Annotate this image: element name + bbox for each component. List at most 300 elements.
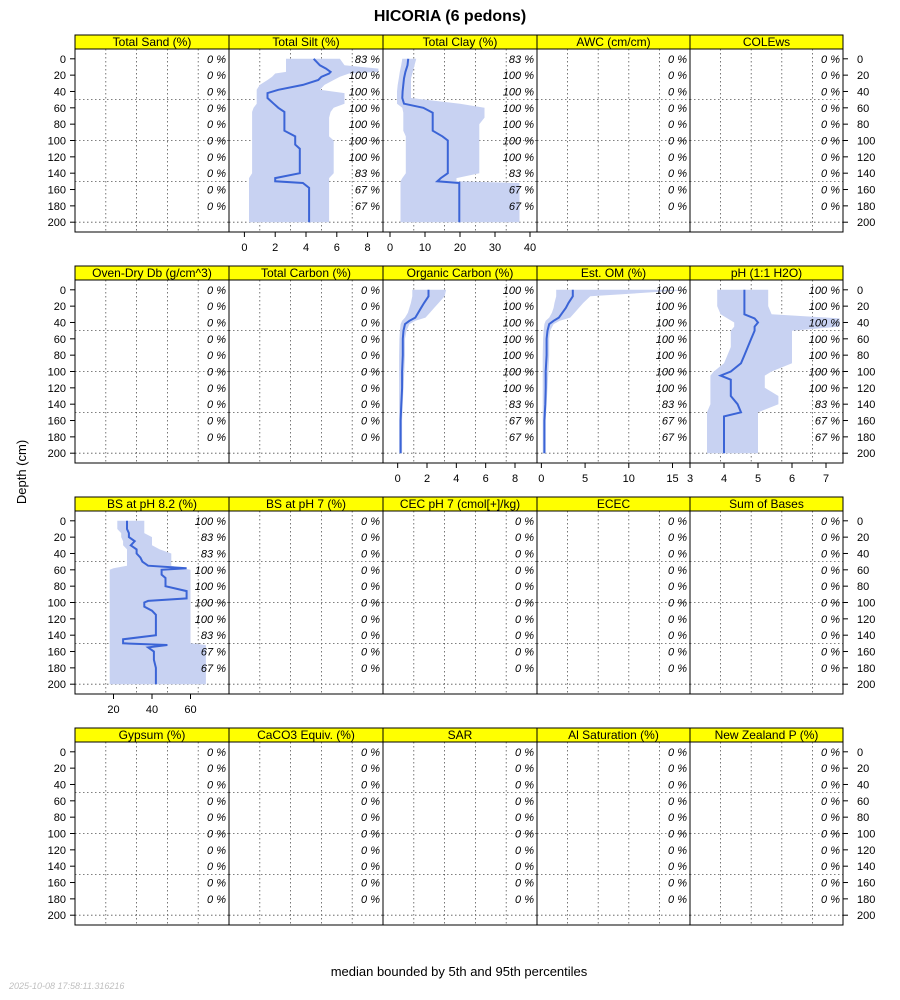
x-tick-label: 8: [511, 473, 519, 485]
y-tick-label-right: 140: [857, 630, 876, 643]
data-coverage-label: 100 %: [194, 597, 226, 610]
y-tick-label-right: 200: [857, 679, 876, 692]
data-coverage-label: 100 %: [502, 119, 534, 132]
data-coverage-label: 0 %: [668, 119, 687, 132]
data-coverage-label: 0 %: [821, 630, 840, 643]
y-tick-label-left: 180: [47, 200, 66, 213]
percentile-band: [397, 59, 520, 222]
y-tick-label-left: 160: [47, 415, 66, 428]
y-tick-label-right: 140: [857, 399, 876, 412]
y-tick-label-left: 60: [53, 333, 66, 346]
y-tick-label-right: 200: [857, 217, 876, 230]
data-coverage-label: 0 %: [361, 662, 380, 675]
x-tick-label: 40: [145, 704, 159, 716]
panel-title: Al Saturation (%): [568, 728, 659, 742]
data-coverage-label: 0 %: [821, 893, 840, 906]
y-tick-label-right: 180: [857, 662, 876, 675]
data-coverage-label: 0 %: [361, 399, 380, 412]
panel-1-4: [537, 35, 690, 232]
data-coverage-label: 100 %: [348, 86, 380, 99]
data-coverage-label: 100 %: [655, 301, 687, 314]
panel-3-2: [229, 497, 383, 694]
data-coverage-label: 0 %: [207, 184, 226, 197]
data-coverage-label: 0 %: [821, 184, 840, 197]
panel-grid: [48, 35, 876, 925]
y-tick-label-right: 40: [857, 548, 870, 561]
data-coverage-label: 100 %: [502, 382, 534, 395]
panel-4-5: [690, 728, 843, 925]
data-coverage-label: 0 %: [821, 168, 840, 181]
y-tick-label-right: 20: [857, 532, 870, 545]
data-coverage-label: 0 %: [515, 581, 534, 594]
data-coverage-label: 0 %: [361, 284, 380, 297]
x-tick-label: 10: [622, 473, 635, 485]
y-tick-label-right: 120: [857, 151, 876, 164]
y-tick-label-left: 180: [47, 662, 66, 675]
data-coverage-label: 0 %: [515, 597, 534, 610]
panel-title: Total Clay (%): [422, 35, 498, 49]
x-tick-label: 4: [453, 473, 460, 485]
panel-3-5: [690, 497, 843, 694]
y-tick-label-right: 0: [857, 746, 864, 759]
data-coverage-label: 0 %: [515, 779, 534, 792]
data-coverage-label: 0 %: [207, 893, 226, 906]
data-coverage-label: 67 %: [508, 184, 534, 197]
data-coverage-label: 0 %: [821, 53, 840, 66]
data-coverage-label: 0 %: [821, 828, 840, 841]
data-coverage-label: 0 %: [361, 581, 380, 594]
panel-2-2: [229, 266, 383, 463]
y-tick-label-right: 100: [857, 597, 876, 610]
data-coverage-label: 0 %: [207, 102, 226, 115]
data-coverage-label: 0 %: [515, 893, 534, 906]
data-coverage-label: 0 %: [515, 812, 534, 825]
data-coverage-label: 0 %: [207, 333, 226, 346]
data-coverage-label: 0 %: [207, 284, 226, 297]
data-coverage-label: 100 %: [348, 119, 380, 132]
x-tick-label: 6: [333, 242, 340, 254]
data-coverage-label: 100 %: [502, 301, 534, 314]
y-tick-label-left: 140: [47, 168, 66, 181]
data-coverage-label: 0 %: [207, 301, 226, 314]
data-coverage-label: 0 %: [668, 515, 687, 528]
x-tick-label: 8: [364, 242, 371, 254]
data-coverage-label: 67 %: [354, 200, 380, 213]
data-coverage-label: 83 %: [354, 168, 380, 181]
panel-2-5: [690, 266, 843, 463]
y-tick-label-left: 200: [47, 217, 66, 230]
y-tick-label-left: 20: [53, 532, 66, 545]
data-coverage-label: 0 %: [361, 317, 380, 330]
panel-title: Sum of Bases: [729, 497, 804, 511]
data-coverage-label: 0 %: [668, 70, 687, 83]
panel-row-2: [48, 266, 876, 485]
data-coverage-label: 100 %: [502, 102, 534, 115]
data-coverage-label: 0 %: [668, 102, 687, 115]
data-coverage-label: 0 %: [821, 532, 840, 545]
data-coverage-label: 100 %: [194, 581, 226, 594]
data-coverage-label: 100 %: [348, 70, 380, 83]
y-tick-label-right: 180: [857, 431, 876, 444]
data-coverage-label: 0 %: [821, 795, 840, 808]
data-coverage-label: 0 %: [207, 812, 226, 825]
panel-2-3: [383, 266, 537, 463]
data-coverage-label: 0 %: [361, 646, 380, 659]
data-coverage-label: 0 %: [821, 877, 840, 890]
data-coverage-label: 0 %: [207, 399, 226, 412]
data-coverage-label: 0 %: [207, 86, 226, 99]
data-coverage-label: 0 %: [821, 646, 840, 659]
data-coverage-label: 0 %: [821, 135, 840, 148]
data-coverage-label: 0 %: [515, 877, 534, 890]
y-tick-label-left: 80: [53, 350, 66, 363]
data-coverage-label: 0 %: [361, 515, 380, 528]
data-coverage-label: 0 %: [515, 746, 534, 759]
data-coverage-label: 0 %: [668, 662, 687, 675]
data-coverage-label: 0 %: [361, 597, 380, 610]
data-coverage-label: 100 %: [808, 333, 840, 346]
data-coverage-label: 0 %: [668, 630, 687, 643]
data-coverage-label: 0 %: [515, 861, 534, 874]
data-coverage-label: 0 %: [668, 763, 687, 776]
y-tick-label-left: 100: [47, 597, 66, 610]
y-tick-label-left: 80: [53, 119, 66, 132]
x-tick-label: 3: [686, 473, 694, 485]
data-coverage-label: 100 %: [808, 317, 840, 330]
data-coverage-label: 0 %: [207, 151, 226, 164]
x-tick-label: 10: [418, 242, 432, 254]
y-tick-label-left: 100: [47, 828, 66, 841]
data-coverage-label: 0 %: [207, 746, 226, 759]
panel-title: AWC (cm/cm): [576, 35, 651, 49]
y-tick-label-left: 180: [47, 431, 66, 444]
data-coverage-label: 0 %: [361, 548, 380, 561]
panel-title: Organic Carbon (%): [406, 266, 514, 280]
data-coverage-label: 67 %: [661, 431, 687, 444]
y-tick-label-right: 40: [857, 317, 870, 330]
data-coverage-label: 0 %: [515, 515, 534, 528]
y-tick-label-left: 120: [47, 382, 66, 395]
y-tick-label-right: 100: [857, 135, 876, 148]
data-coverage-label: 0 %: [821, 86, 840, 99]
y-tick-label-right: 80: [857, 812, 870, 825]
x-tick-label: 0: [394, 473, 401, 485]
data-coverage-label: 0 %: [821, 151, 840, 164]
data-coverage-label: 0 %: [668, 548, 687, 561]
panel-2-1: [75, 266, 229, 463]
x-tick-label: 20: [453, 242, 467, 254]
data-coverage-label: 0 %: [668, 828, 687, 841]
x-tick-label: 40: [523, 242, 537, 254]
y-tick-label-right: 200: [857, 910, 876, 923]
data-coverage-label: 0 %: [361, 382, 380, 395]
panel-4-3: [383, 728, 537, 925]
y-tick-label-left: 140: [47, 630, 66, 643]
panel-1-1: [75, 35, 229, 232]
panel-row-3: [48, 497, 876, 716]
data-coverage-label: 100 %: [808, 301, 840, 314]
data-coverage-label: 0 %: [361, 613, 380, 626]
data-coverage-label: 0 %: [361, 301, 380, 314]
y-tick-label-left: 40: [53, 779, 66, 792]
data-coverage-label: 0 %: [361, 812, 380, 825]
figure-caption: median bounded by 5th and 95th percentiles: [330, 964, 588, 979]
data-coverage-label: 0 %: [821, 613, 840, 626]
data-coverage-label: 0 %: [207, 763, 226, 776]
timestamp: 2025-10-08 17:58:11.316216: [9, 981, 125, 991]
data-coverage-label: 0 %: [515, 795, 534, 808]
data-coverage-label: 100 %: [655, 317, 687, 330]
data-coverage-label: 0 %: [361, 431, 380, 444]
data-coverage-label: 0 %: [821, 763, 840, 776]
y-tick-label-left: 0: [59, 515, 66, 528]
data-coverage-label: 67 %: [508, 431, 534, 444]
data-coverage-label: 100 %: [348, 135, 380, 148]
data-coverage-label: 83 %: [661, 399, 687, 412]
panel-title: Oven-Dry Db (g/cm^3): [92, 266, 212, 280]
panel-4-1: [75, 728, 229, 925]
y-tick-label-left: 60: [53, 102, 66, 115]
panel-title: CaCO3 Equiv. (%): [257, 728, 355, 742]
panel-title: Gypsum (%): [118, 728, 186, 742]
y-tick-label-right: 120: [857, 613, 876, 626]
data-coverage-label: 0 %: [207, 70, 226, 83]
data-coverage-label: 0 %: [361, 350, 380, 363]
data-coverage-label: 0 %: [361, 795, 380, 808]
data-coverage-label: 100 %: [502, 333, 534, 346]
data-coverage-label: 0 %: [207, 415, 226, 428]
y-axis-label: Depth (cm): [14, 439, 29, 505]
data-coverage-label: 0 %: [821, 844, 840, 857]
data-coverage-label: 0 %: [821, 597, 840, 610]
y-tick-label-right: 40: [857, 779, 870, 792]
data-coverage-label: 83 %: [354, 53, 380, 66]
y-tick-label-left: 120: [47, 151, 66, 164]
data-coverage-label: 67 %: [508, 415, 534, 428]
data-coverage-label: 0 %: [515, 630, 534, 643]
data-coverage-label: 100 %: [502, 151, 534, 164]
y-tick-label-left: 60: [53, 564, 66, 577]
data-coverage-label: 67 %: [814, 431, 840, 444]
data-coverage-label: 0 %: [668, 135, 687, 148]
data-coverage-label: 100 %: [194, 515, 226, 528]
data-coverage-label: 67 %: [200, 646, 226, 659]
data-coverage-label: 0 %: [821, 70, 840, 83]
panel-4-4: [537, 728, 690, 925]
x-tick-label: 6: [788, 473, 796, 485]
data-coverage-label: 0 %: [361, 861, 380, 874]
y-tick-label-left: 80: [53, 812, 66, 825]
panel-3-3: [383, 497, 537, 694]
panel-3-1: [75, 497, 229, 694]
data-coverage-label: 100 %: [502, 366, 534, 379]
y-tick-label-left: 20: [53, 301, 66, 314]
y-tick-label-right: 100: [857, 828, 876, 841]
data-coverage-label: 0 %: [668, 779, 687, 792]
data-coverage-label: 0 %: [821, 102, 840, 115]
x-tick-label: 60: [184, 704, 197, 716]
x-tick-label: 4: [720, 473, 728, 485]
data-coverage-label: 0 %: [361, 630, 380, 643]
y-tick-label-left: 200: [47, 679, 66, 692]
data-coverage-label: 0 %: [515, 828, 534, 841]
data-coverage-label: 0 %: [668, 597, 687, 610]
panel-row-4: [48, 728, 876, 925]
y-tick-label-left: 160: [47, 646, 66, 659]
data-coverage-label: 0 %: [361, 828, 380, 841]
data-coverage-label: 0 %: [668, 893, 687, 906]
x-tick-label: 2: [272, 242, 279, 254]
y-tick-label-right: 160: [857, 646, 876, 659]
data-coverage-label: 0 %: [207, 877, 226, 890]
data-coverage-label: 0 %: [207, 366, 226, 379]
data-coverage-label: 0 %: [821, 746, 840, 759]
y-tick-label-right: 0: [857, 515, 864, 528]
data-coverage-label: 0 %: [361, 415, 380, 428]
y-tick-label-right: 180: [857, 893, 876, 906]
panel-3-4: [537, 497, 690, 694]
data-coverage-label: 0 %: [361, 877, 380, 890]
data-coverage-label: 67 %: [508, 200, 534, 213]
x-tick-label: 4: [302, 242, 310, 254]
panel-row-1: [48, 35, 876, 254]
figure-title: HICORIA (6 pedons): [373, 8, 527, 25]
y-tick-label-right: 80: [857, 119, 870, 132]
y-tick-label-right: 140: [857, 168, 876, 181]
y-tick-label-right: 120: [857, 844, 876, 857]
x-tick-label: 20: [107, 704, 120, 716]
data-coverage-label: 0 %: [668, 877, 687, 890]
panel-1-2: [229, 35, 383, 232]
data-coverage-label: 0 %: [668, 613, 687, 626]
data-coverage-label: 0 %: [207, 350, 226, 363]
data-coverage-label: 0 %: [207, 795, 226, 808]
panel-title: New Zealand P (%): [714, 728, 819, 742]
y-tick-label-right: 20: [857, 301, 870, 314]
data-coverage-label: 100 %: [194, 564, 226, 577]
panel-title: COLEws: [742, 35, 791, 49]
y-tick-label-left: 20: [53, 763, 66, 776]
y-tick-label-left: 200: [47, 448, 66, 461]
x-tick-label: 7: [822, 473, 830, 485]
y-tick-label-right: 60: [857, 564, 870, 577]
y-tick-label-right: 20: [857, 763, 870, 776]
panel-title: BS at pH 8.2 (%): [106, 497, 198, 511]
data-coverage-label: 0 %: [668, 581, 687, 594]
x-tick-label: 5: [582, 473, 589, 485]
data-coverage-label: 0 %: [821, 200, 840, 213]
data-coverage-label: 83 %: [200, 532, 226, 545]
data-coverage-label: 0 %: [668, 151, 687, 164]
panel-title: pH (1:1 H2O): [730, 266, 803, 280]
panel-title: Total Silt (%): [272, 35, 340, 49]
data-coverage-label: 0 %: [515, 763, 534, 776]
data-coverage-label: 0 %: [821, 548, 840, 561]
data-coverage-label: 100 %: [502, 70, 534, 83]
y-tick-label-right: 20: [857, 70, 870, 83]
panel-4-2: [229, 728, 383, 925]
data-coverage-label: 100 %: [655, 366, 687, 379]
y-tick-label-right: 160: [857, 184, 876, 197]
panel-title: SAR: [447, 728, 473, 742]
y-tick-label-right: 160: [857, 415, 876, 428]
data-coverage-label: 83 %: [200, 630, 226, 643]
data-coverage-label: 0 %: [515, 646, 534, 659]
y-tick-label-left: 0: [59, 53, 66, 66]
data-coverage-label: 0 %: [515, 844, 534, 857]
data-coverage-label: 100 %: [502, 317, 534, 330]
data-coverage-label: 67 %: [661, 415, 687, 428]
y-tick-label-left: 140: [47, 399, 66, 412]
y-tick-label-left: 120: [47, 844, 66, 857]
x-tick-label: 0: [538, 473, 545, 485]
data-coverage-label: 0 %: [515, 532, 534, 545]
data-coverage-label: 0 %: [207, 317, 226, 330]
data-coverage-label: 100 %: [348, 151, 380, 164]
y-tick-label-right: 180: [857, 200, 876, 213]
data-coverage-label: 83 %: [508, 53, 534, 66]
panel-2-4: [537, 266, 690, 463]
y-tick-label-right: 140: [857, 861, 876, 874]
panel-title: CEC pH 7 (cmol[+]/kg): [399, 497, 521, 511]
panel-title: Total Sand (%): [112, 35, 192, 49]
y-tick-label-left: 160: [47, 877, 66, 890]
data-coverage-label: 0 %: [821, 119, 840, 132]
y-tick-label-left: 40: [53, 86, 66, 99]
y-tick-label-left: 160: [47, 184, 66, 197]
panel-1-3: [383, 35, 537, 232]
y-tick-label-left: 100: [47, 135, 66, 148]
data-coverage-label: 100 %: [502, 86, 534, 99]
data-coverage-label: 0 %: [207, 168, 226, 181]
data-coverage-label: 0 %: [668, 844, 687, 857]
panel-title: Total Carbon (%): [260, 266, 352, 280]
data-coverage-label: 0 %: [821, 861, 840, 874]
panel-title: ECEC: [596, 497, 631, 511]
data-coverage-label: 67 %: [200, 662, 226, 675]
data-coverage-label: 100 %: [502, 350, 534, 363]
data-coverage-label: 0 %: [361, 779, 380, 792]
y-tick-label-left: 60: [53, 795, 66, 808]
data-coverage-label: 0 %: [821, 564, 840, 577]
x-tick-label: 0: [241, 242, 248, 254]
x-tick-label: 15: [666, 473, 679, 485]
data-coverage-label: 0 %: [668, 184, 687, 197]
data-coverage-label: 0 %: [207, 844, 226, 857]
data-coverage-label: 0 %: [207, 828, 226, 841]
x-tick-label: 6: [482, 473, 489, 485]
x-tick-label: 30: [488, 242, 502, 254]
data-coverage-label: 0 %: [207, 53, 226, 66]
data-coverage-label: 0 %: [821, 812, 840, 825]
data-coverage-label: 0 %: [361, 844, 380, 857]
data-coverage-label: 0 %: [361, 532, 380, 545]
data-coverage-label: 0 %: [515, 662, 534, 675]
data-coverage-label: 0 %: [668, 168, 687, 181]
data-coverage-label: 100 %: [808, 382, 840, 395]
panel-title: Est. OM (%): [580, 266, 647, 280]
y-tick-label-left: 40: [53, 548, 66, 561]
x-tick-label: 5: [754, 473, 762, 485]
panel-title: BS at pH 7 (%): [265, 497, 347, 511]
y-tick-label-right: 120: [857, 382, 876, 395]
data-coverage-label: 67 %: [354, 184, 380, 197]
data-coverage-label: 0 %: [207, 200, 226, 213]
data-coverage-label: 100 %: [502, 135, 534, 148]
y-tick-label-right: 40: [857, 86, 870, 99]
y-tick-label-right: 80: [857, 350, 870, 363]
data-coverage-label: 0 %: [515, 548, 534, 561]
